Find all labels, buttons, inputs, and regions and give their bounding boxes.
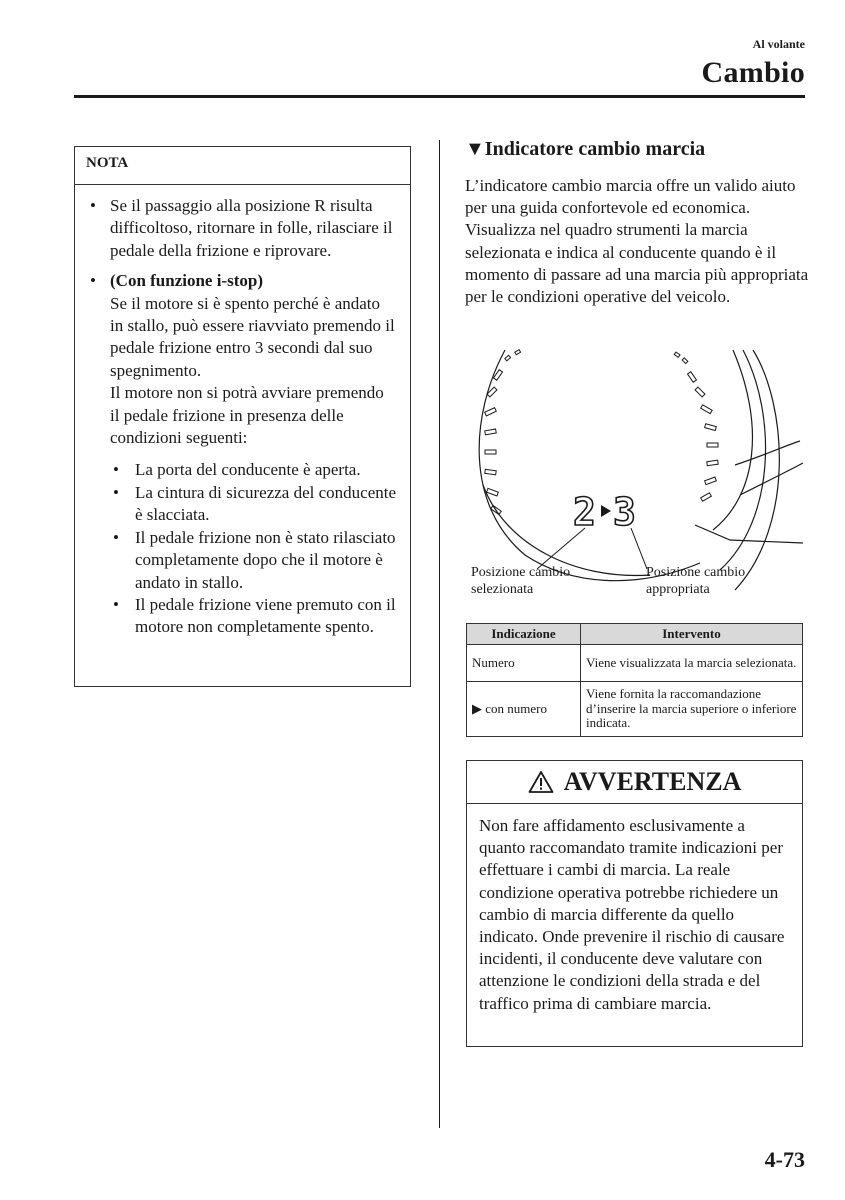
callout-text: selezionata bbox=[471, 582, 534, 597]
warning-text: Non fare affidamento esclusivamente a quanto raccomandato tramite indicazioni per effettuare i cambi di marcia. La reale condizione operativa potrebbe richiedere un cambio di marcia differente da quello indicato. Onde prevenire il rischio di causare incidenti, il conducente deve valutare con attenzione le condizioni della strada e del traffico prima di cambiare marcia. bbox=[479, 816, 785, 1013]
section-heading-text: Indicatore cambio marcia bbox=[484, 138, 706, 160]
section-heading bbox=[465, 138, 705, 161]
warning-title: AVVERTENZA bbox=[563, 767, 742, 796]
page-number: 4-73 bbox=[764, 1147, 805, 1172]
page-title: Cambio bbox=[701, 56, 805, 89]
recommended-gear-digit: 3 bbox=[613, 490, 636, 534]
table-header: Intervento bbox=[581, 624, 803, 645]
triangle-down-icon: ▼ bbox=[465, 138, 485, 160]
note-bullet-reverse bbox=[90, 195, 396, 262]
arrow-right-icon bbox=[601, 505, 611, 517]
table-row bbox=[467, 645, 803, 682]
table-cell: Viene visualizzata la marcia selezionata. bbox=[581, 645, 803, 682]
list-item: • Il pedale frizione viene premuto con il motore non completamente spento. bbox=[113, 594, 396, 639]
table-cell-text: con numero bbox=[485, 700, 547, 716]
warning-heading bbox=[467, 761, 802, 804]
table-row bbox=[467, 682, 803, 737]
callout-text: Posizione cambio bbox=[646, 565, 746, 580]
column-divider bbox=[439, 140, 440, 1128]
note-bullet-text: Se il passaggio alla posizione R risulta difficoltoso, ritornare in folle, rilasciare il pedale della frizione e riprovare. bbox=[110, 196, 393, 260]
note-heading: NOTA bbox=[75, 147, 410, 185]
list-item: • Il pedale frizione non è stato rilasciato completamente dopo che il motore è andato in stallo. bbox=[113, 527, 396, 594]
note-bullet-istop bbox=[90, 270, 396, 639]
note-body bbox=[75, 185, 410, 639]
indication-table bbox=[466, 623, 803, 737]
warning-box bbox=[466, 760, 803, 1047]
note-bullet-text: Se il motore si è spento perché è andato in stallo, può essere riavviato premendo il pedale frizione entro 3 secondi dal suo spegnimento. bbox=[110, 293, 395, 380]
list-item: • La cintura di sicurezza del conducente è slacciata. bbox=[113, 482, 396, 527]
callout-selected-gear bbox=[471, 564, 570, 598]
warning-triangle-icon bbox=[528, 770, 554, 794]
note-sub-list bbox=[110, 459, 396, 638]
section-label: Al volante bbox=[752, 37, 805, 51]
callout-recommended-gear bbox=[646, 564, 745, 598]
callout-text: Posizione cambio bbox=[471, 565, 571, 580]
note-bullet-text: Il motore non si potrà avviare premendo il pedale frizione in presenza delle condizioni seguenti: bbox=[110, 383, 384, 448]
table-cell bbox=[467, 682, 581, 737]
note-bullet-label: (Con funzione i-stop) bbox=[110, 271, 264, 291]
callout-text: appropriata bbox=[646, 582, 710, 597]
table-header: Indicazione bbox=[467, 624, 581, 645]
table-header-row bbox=[467, 624, 803, 645]
arrow-right-icon: ▶ bbox=[472, 700, 482, 716]
table-cell: Numero bbox=[467, 645, 581, 682]
selected-gear-digit: 2 bbox=[573, 490, 596, 534]
note-box bbox=[74, 146, 411, 687]
list-item: • La porta del conducente è aperta. bbox=[113, 459, 396, 481]
header-rule bbox=[74, 95, 805, 98]
table-cell: Viene fornita la raccomandazione d’inserire la marcia superiore o inferiore indicata. bbox=[581, 682, 803, 737]
intro-paragraph: L’indicatore cambio marcia offre un valido aiuto per una guida confortevole ed economica. Visualizza nel quadro strumenti la marcia selezionata e indica al conducente quando è il momento di passare ad una marcia più appropriata per le condizioni operative del veicolo. bbox=[465, 176, 809, 307]
